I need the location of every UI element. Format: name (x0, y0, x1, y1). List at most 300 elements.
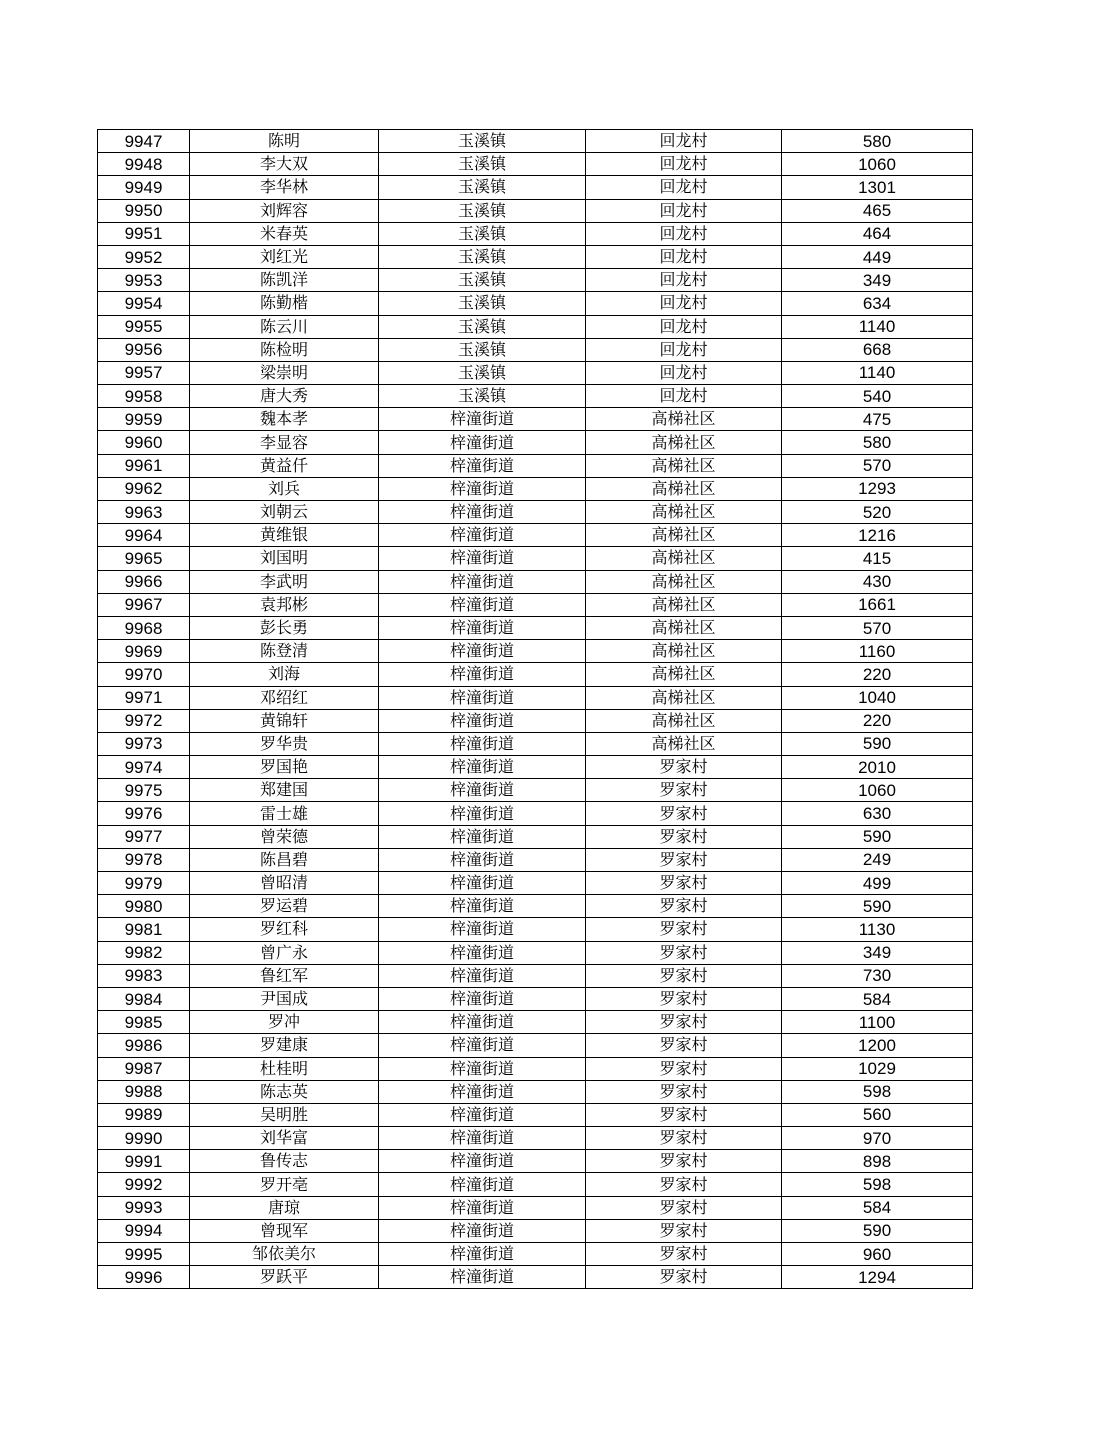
amount-cell: 2010 (782, 756, 973, 779)
township-cell: 梓潼街道 (379, 872, 586, 895)
village-cell: 罗家村 (586, 895, 782, 918)
name-cell: 袁邦彬 (190, 593, 379, 616)
village-cell: 罗家村 (586, 1173, 782, 1196)
name-cell: 曾荣德 (190, 825, 379, 848)
village-cell: 罗家村 (586, 964, 782, 987)
name-cell: 曾昭清 (190, 872, 379, 895)
name-cell: 鲁红军 (190, 964, 379, 987)
row-number-cell: 9961 (98, 454, 190, 477)
name-cell: 刘兵 (190, 477, 379, 500)
table-row (98, 964, 973, 987)
table-row (98, 130, 973, 153)
table-row (98, 825, 973, 848)
township-cell: 梓潼街道 (379, 1034, 586, 1057)
row-number-cell: 9983 (98, 964, 190, 987)
township-cell: 玉溪镇 (379, 269, 586, 292)
amount-cell: 898 (782, 1150, 973, 1173)
table-row (98, 1150, 973, 1173)
table-row (98, 593, 973, 616)
amount-cell: 449 (782, 245, 973, 268)
village-cell: 高梯社区 (586, 686, 782, 709)
village-cell: 回龙村 (586, 176, 782, 199)
village-cell: 罗家村 (586, 941, 782, 964)
table-row (98, 872, 973, 895)
row-number-cell: 9987 (98, 1057, 190, 1080)
village-cell: 罗家村 (586, 1150, 782, 1173)
name-cell: 罗华贵 (190, 732, 379, 755)
amount-cell: 465 (782, 199, 973, 222)
name-cell: 黄锦轩 (190, 709, 379, 732)
amount-cell: 1140 (782, 315, 973, 338)
table-row (98, 1173, 973, 1196)
row-number-cell: 9969 (98, 640, 190, 663)
amount-cell: 570 (782, 454, 973, 477)
amount-cell: 584 (782, 987, 973, 1010)
village-cell: 高梯社区 (586, 454, 782, 477)
township-cell: 梓潼街道 (379, 825, 586, 848)
table-row (98, 269, 973, 292)
row-number-cell: 9974 (98, 756, 190, 779)
amount-cell: 1140 (782, 361, 973, 384)
name-cell: 黄维银 (190, 524, 379, 547)
village-cell: 回龙村 (586, 222, 782, 245)
township-cell: 梓潼街道 (379, 941, 586, 964)
table-row (98, 709, 973, 732)
name-cell: 刘辉容 (190, 199, 379, 222)
row-number-cell: 9968 (98, 616, 190, 639)
amount-cell: 1029 (782, 1057, 973, 1080)
amount-cell: 590 (782, 732, 973, 755)
table-row (98, 1103, 973, 1126)
row-number-cell: 9956 (98, 338, 190, 361)
village-cell: 回龙村 (586, 385, 782, 408)
amount-cell: 220 (782, 709, 973, 732)
township-cell: 梓潼街道 (379, 431, 586, 454)
table-row (98, 895, 973, 918)
table-row (98, 732, 973, 755)
table-row (98, 1057, 973, 1080)
row-number-cell: 9952 (98, 245, 190, 268)
township-cell: 梓潼街道 (379, 570, 586, 593)
township-cell: 梓潼街道 (379, 964, 586, 987)
township-cell: 梓潼街道 (379, 1150, 586, 1173)
village-cell: 高梯社区 (586, 501, 782, 524)
township-cell: 玉溪镇 (379, 222, 586, 245)
table-row (98, 524, 973, 547)
amount-cell: 464 (782, 222, 973, 245)
village-cell: 罗家村 (586, 779, 782, 802)
name-cell: 陈明 (190, 130, 379, 153)
table-row (98, 454, 973, 477)
amount-cell: 570 (782, 616, 973, 639)
name-cell: 陈检明 (190, 338, 379, 361)
table-row (98, 408, 973, 431)
village-cell: 罗家村 (586, 918, 782, 941)
row-number-cell: 9980 (98, 895, 190, 918)
township-cell: 梓潼街道 (379, 732, 586, 755)
village-cell: 罗家村 (586, 1219, 782, 1242)
village-cell: 高梯社区 (586, 593, 782, 616)
amount-cell: 1200 (782, 1034, 973, 1057)
row-number-cell: 9979 (98, 872, 190, 895)
name-cell: 曾现军 (190, 1219, 379, 1242)
village-cell: 罗家村 (586, 987, 782, 1010)
village-cell: 罗家村 (586, 1034, 782, 1057)
amount-cell: 1293 (782, 477, 973, 500)
table-row (98, 941, 973, 964)
village-cell: 回龙村 (586, 199, 782, 222)
table-row (98, 292, 973, 315)
row-number-cell: 9971 (98, 686, 190, 709)
amount-cell: 970 (782, 1127, 973, 1150)
amount-cell: 960 (782, 1243, 973, 1266)
row-number-cell: 9955 (98, 315, 190, 338)
amount-cell: 475 (782, 408, 973, 431)
township-cell: 玉溪镇 (379, 315, 586, 338)
row-number-cell: 9950 (98, 199, 190, 222)
village-cell: 回龙村 (586, 269, 782, 292)
township-cell: 玉溪镇 (379, 130, 586, 153)
table-row (98, 1080, 973, 1103)
township-cell: 玉溪镇 (379, 385, 586, 408)
township-cell: 梓潼街道 (379, 616, 586, 639)
table-row (98, 756, 973, 779)
village-cell: 罗家村 (586, 1080, 782, 1103)
name-cell: 刘红光 (190, 245, 379, 268)
name-cell: 唐大秀 (190, 385, 379, 408)
village-cell: 回龙村 (586, 315, 782, 338)
name-cell: 曾广永 (190, 941, 379, 964)
village-cell: 罗家村 (586, 825, 782, 848)
table-row (98, 501, 973, 524)
row-number-cell: 9996 (98, 1266, 190, 1289)
township-cell: 玉溪镇 (379, 153, 586, 176)
name-cell: 吴明胜 (190, 1103, 379, 1126)
name-cell: 李显容 (190, 431, 379, 454)
township-cell: 梓潼街道 (379, 1173, 586, 1196)
row-number-cell: 9953 (98, 269, 190, 292)
row-number-cell: 9991 (98, 1150, 190, 1173)
village-cell: 高梯社区 (586, 732, 782, 755)
township-cell: 梓潼街道 (379, 524, 586, 547)
name-cell: 罗建康 (190, 1034, 379, 1057)
name-cell: 邹依美尔 (190, 1243, 379, 1266)
row-number-cell: 9970 (98, 663, 190, 686)
township-cell: 梓潼街道 (379, 1011, 586, 1034)
name-cell: 罗红科 (190, 918, 379, 941)
township-cell: 梓潼街道 (379, 686, 586, 709)
name-cell: 罗开亳 (190, 1173, 379, 1196)
row-number-cell: 9977 (98, 825, 190, 848)
amount-cell: 590 (782, 1219, 973, 1242)
table-row (98, 616, 973, 639)
row-number-cell: 9959 (98, 408, 190, 431)
village-cell: 罗家村 (586, 802, 782, 825)
village-cell: 罗家村 (586, 1243, 782, 1266)
name-cell: 陈凯洋 (190, 269, 379, 292)
amount-cell: 668 (782, 338, 973, 361)
name-cell: 米春英 (190, 222, 379, 245)
village-cell: 回龙村 (586, 130, 782, 153)
amount-cell: 584 (782, 1196, 973, 1219)
amount-cell: 1060 (782, 153, 973, 176)
row-number-cell: 9960 (98, 431, 190, 454)
data-table (97, 129, 973, 1289)
name-cell: 彭长勇 (190, 616, 379, 639)
name-cell: 陈云川 (190, 315, 379, 338)
table-row (98, 315, 973, 338)
township-cell: 梓潼街道 (379, 1266, 586, 1289)
row-number-cell: 9951 (98, 222, 190, 245)
row-number-cell: 9949 (98, 176, 190, 199)
amount-cell: 1040 (782, 686, 973, 709)
amount-cell: 520 (782, 501, 973, 524)
name-cell: 陈登清 (190, 640, 379, 663)
row-number-cell: 9976 (98, 802, 190, 825)
row-number-cell: 9982 (98, 941, 190, 964)
row-number-cell: 9995 (98, 1243, 190, 1266)
table-row (98, 1034, 973, 1057)
village-cell: 回龙村 (586, 338, 782, 361)
amount-cell: 430 (782, 570, 973, 593)
township-cell: 梓潼街道 (379, 593, 586, 616)
amount-cell: 249 (782, 848, 973, 871)
row-number-cell: 9964 (98, 524, 190, 547)
village-cell: 回龙村 (586, 361, 782, 384)
name-cell: 梁崇明 (190, 361, 379, 384)
row-number-cell: 9973 (98, 732, 190, 755)
amount-cell: 598 (782, 1173, 973, 1196)
row-number-cell: 9986 (98, 1034, 190, 1057)
row-number-cell: 9993 (98, 1196, 190, 1219)
table-row (98, 245, 973, 268)
row-number-cell: 9994 (98, 1219, 190, 1242)
township-cell: 梓潼街道 (379, 501, 586, 524)
name-cell: 杜桂明 (190, 1057, 379, 1080)
township-cell: 梓潼街道 (379, 779, 586, 802)
table-row (98, 1219, 973, 1242)
village-cell: 罗家村 (586, 1266, 782, 1289)
amount-cell: 1294 (782, 1266, 973, 1289)
amount-cell: 630 (782, 802, 973, 825)
amount-cell: 590 (782, 895, 973, 918)
amount-cell: 415 (782, 547, 973, 570)
row-number-cell: 9958 (98, 385, 190, 408)
township-cell: 梓潼街道 (379, 1243, 586, 1266)
amount-cell: 580 (782, 130, 973, 153)
row-number-cell: 9954 (98, 292, 190, 315)
row-number-cell: 9984 (98, 987, 190, 1010)
township-cell: 玉溪镇 (379, 199, 586, 222)
village-cell: 罗家村 (586, 1127, 782, 1150)
amount-cell: 540 (782, 385, 973, 408)
township-cell: 玉溪镇 (379, 361, 586, 384)
row-number-cell: 9989 (98, 1103, 190, 1126)
name-cell: 陈勤楷 (190, 292, 379, 315)
amount-cell: 1301 (782, 176, 973, 199)
township-cell: 梓潼街道 (379, 1196, 586, 1219)
amount-cell: 560 (782, 1103, 973, 1126)
amount-cell: 1661 (782, 593, 973, 616)
village-cell: 罗家村 (586, 1103, 782, 1126)
village-cell: 高梯社区 (586, 547, 782, 570)
name-cell: 尹国成 (190, 987, 379, 1010)
village-cell: 罗家村 (586, 872, 782, 895)
township-cell: 玉溪镇 (379, 176, 586, 199)
table-row (98, 1196, 973, 1219)
table-row (98, 640, 973, 663)
amount-cell: 598 (782, 1080, 973, 1103)
amount-cell: 1216 (782, 524, 973, 547)
row-number-cell: 9947 (98, 130, 190, 153)
village-cell: 回龙村 (586, 292, 782, 315)
table-row (98, 222, 973, 245)
township-cell: 梓潼街道 (379, 408, 586, 431)
amount-cell: 1160 (782, 640, 973, 663)
table-row (98, 199, 973, 222)
row-number-cell: 9962 (98, 477, 190, 500)
village-cell: 高梯社区 (586, 408, 782, 431)
table-row (98, 361, 973, 384)
name-cell: 罗跃平 (190, 1266, 379, 1289)
name-cell: 罗国艳 (190, 756, 379, 779)
table-row (98, 1243, 973, 1266)
name-cell: 陈志英 (190, 1080, 379, 1103)
table-row (98, 431, 973, 454)
amount-cell: 349 (782, 269, 973, 292)
village-cell: 罗家村 (586, 1196, 782, 1219)
amount-cell: 590 (782, 825, 973, 848)
amount-cell: 349 (782, 941, 973, 964)
village-cell: 高梯社区 (586, 709, 782, 732)
township-cell: 梓潼街道 (379, 848, 586, 871)
name-cell: 罗冲 (190, 1011, 379, 1034)
amount-cell: 220 (782, 663, 973, 686)
village-cell: 高梯社区 (586, 524, 782, 547)
row-number-cell: 9972 (98, 709, 190, 732)
name-cell: 邓绍红 (190, 686, 379, 709)
township-cell: 玉溪镇 (379, 292, 586, 315)
village-cell: 高梯社区 (586, 663, 782, 686)
name-cell: 刘国明 (190, 547, 379, 570)
amount-cell: 730 (782, 964, 973, 987)
name-cell: 罗运碧 (190, 895, 379, 918)
table-row (98, 663, 973, 686)
name-cell: 郑建国 (190, 779, 379, 802)
name-cell: 唐琼 (190, 1196, 379, 1219)
village-cell: 罗家村 (586, 1057, 782, 1080)
township-cell: 梓潼街道 (379, 1127, 586, 1150)
table-row (98, 547, 973, 570)
township-cell: 梓潼街道 (379, 454, 586, 477)
table-row (98, 385, 973, 408)
name-cell: 雷士雄 (190, 802, 379, 825)
township-cell: 梓潼街道 (379, 477, 586, 500)
row-number-cell: 9967 (98, 593, 190, 616)
table-row (98, 918, 973, 941)
township-cell: 梓潼街道 (379, 709, 586, 732)
table-row (98, 338, 973, 361)
table-row (98, 848, 973, 871)
village-cell: 高梯社区 (586, 616, 782, 639)
row-number-cell: 9966 (98, 570, 190, 593)
row-number-cell: 9978 (98, 848, 190, 871)
township-cell: 梓潼街道 (379, 663, 586, 686)
table-body (98, 130, 973, 1289)
name-cell: 黄益仟 (190, 454, 379, 477)
row-number-cell: 9981 (98, 918, 190, 941)
table-row (98, 1266, 973, 1289)
amount-cell: 1130 (782, 918, 973, 941)
row-number-cell: 9988 (98, 1080, 190, 1103)
row-number-cell: 9965 (98, 547, 190, 570)
township-cell: 梓潼街道 (379, 1057, 586, 1080)
table-row (98, 477, 973, 500)
township-cell: 玉溪镇 (379, 245, 586, 268)
township-cell: 玉溪镇 (379, 338, 586, 361)
township-cell: 梓潼街道 (379, 1219, 586, 1242)
table-row (98, 1127, 973, 1150)
row-number-cell: 9963 (98, 501, 190, 524)
village-cell: 高梯社区 (586, 640, 782, 663)
village-cell: 罗家村 (586, 848, 782, 871)
township-cell: 梓潼街道 (379, 547, 586, 570)
table-row (98, 686, 973, 709)
table-row (98, 570, 973, 593)
name-cell: 刘海 (190, 663, 379, 686)
township-cell: 梓潼街道 (379, 756, 586, 779)
amount-cell: 634 (782, 292, 973, 315)
name-cell: 刘华富 (190, 1127, 379, 1150)
name-cell: 魏本孝 (190, 408, 379, 431)
village-cell: 回龙村 (586, 153, 782, 176)
township-cell: 梓潼街道 (379, 987, 586, 1010)
name-cell: 李华林 (190, 176, 379, 199)
township-cell: 梓潼街道 (379, 640, 586, 663)
amount-cell: 499 (782, 872, 973, 895)
township-cell: 梓潼街道 (379, 1103, 586, 1126)
township-cell: 梓潼街道 (379, 895, 586, 918)
village-cell: 罗家村 (586, 756, 782, 779)
name-cell: 鲁传志 (190, 1150, 379, 1173)
table-row (98, 176, 973, 199)
township-cell: 梓潼街道 (379, 802, 586, 825)
name-cell: 李武明 (190, 570, 379, 593)
village-cell: 回龙村 (586, 245, 782, 268)
name-cell: 李大双 (190, 153, 379, 176)
table-row (98, 153, 973, 176)
amount-cell: 1100 (782, 1011, 973, 1034)
village-cell: 罗家村 (586, 1011, 782, 1034)
village-cell: 高梯社区 (586, 431, 782, 454)
table-row (98, 779, 973, 802)
name-cell: 刘朝云 (190, 501, 379, 524)
row-number-cell: 9990 (98, 1127, 190, 1150)
row-number-cell: 9948 (98, 153, 190, 176)
township-cell: 梓潼街道 (379, 918, 586, 941)
row-number-cell: 9985 (98, 1011, 190, 1034)
table-row (98, 802, 973, 825)
table-row (98, 1011, 973, 1034)
row-number-cell: 9975 (98, 779, 190, 802)
row-number-cell: 9957 (98, 361, 190, 384)
village-cell: 高梯社区 (586, 477, 782, 500)
amount-cell: 580 (782, 431, 973, 454)
amount-cell: 1060 (782, 779, 973, 802)
village-cell: 高梯社区 (586, 570, 782, 593)
table-row (98, 987, 973, 1010)
row-number-cell: 9992 (98, 1173, 190, 1196)
